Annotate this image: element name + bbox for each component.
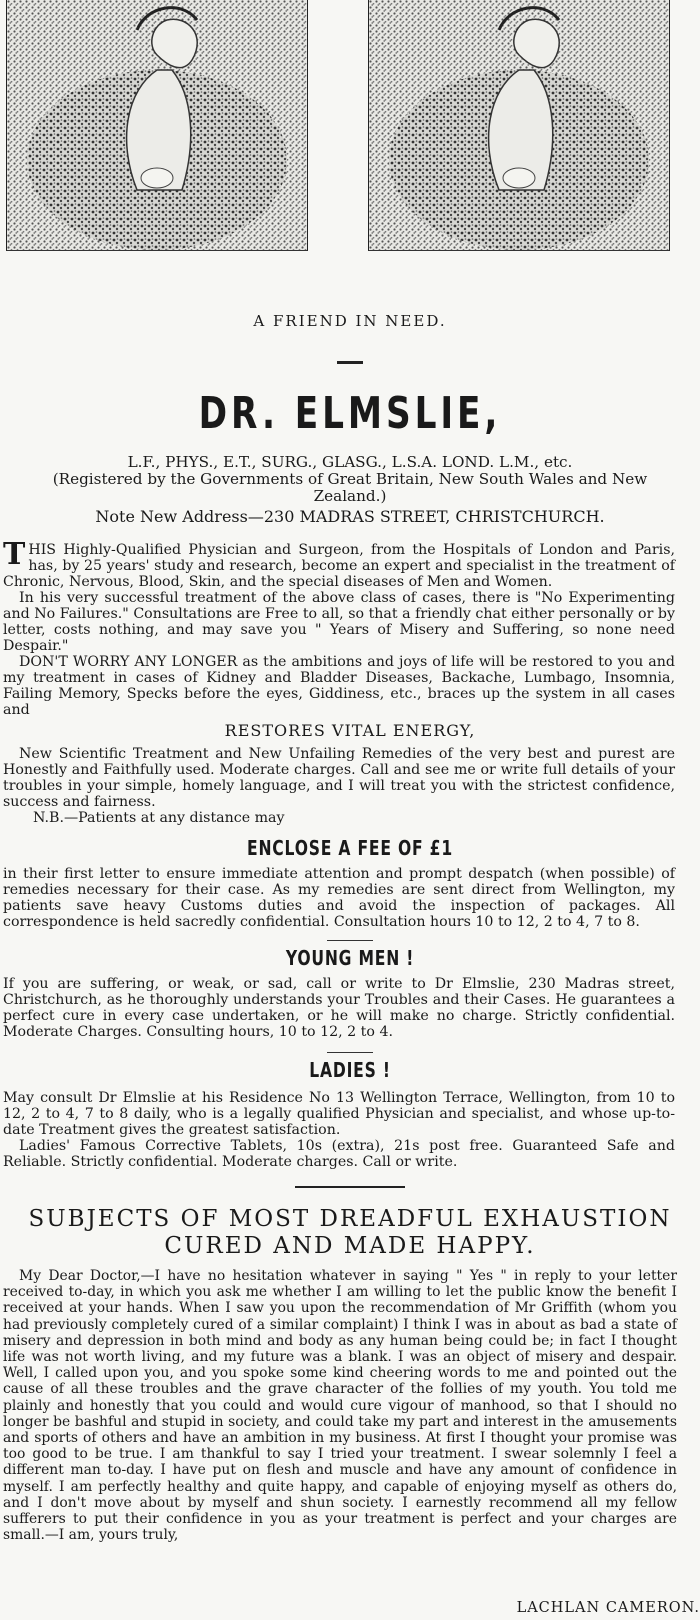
woman-figure-engraving-icon (369, 0, 669, 250)
woman-figure-engraving-icon (7, 0, 307, 250)
enclose-fee-banner: ENCLOSE A FEE OF £1 (247, 836, 453, 860)
restores-vital-energy-heading: RESTORES VITAL ENERGY, (224, 721, 476, 740)
testimonial-letter: My Dear Doctor,—I have no hesitation whatever in saying " Yes " in reply to your letter received to-day, in which you ask me whether I am willing to let the public know the benefit I received at your hands. When I saw you upon the recommendation of Mr Griffith (whom you had previously completely cured of a similar complaint) I think I was in about as bad a state of misery and depression in both mind and body as any human being could be; in fact I thought life was not worth living, and my future was a blank. I was an object of misery and despair. Well, I called upon you, and you spoke some kind cheering words to me and pointed out the cause of all these troubles and the grave character of the follies of my youth. You told me plainly and honestly that you could and would cure vigour of manhood, so that I should no longer be bashful and stupid in society, and could take my part and interest in the amusements and sports of others and have an ambition in my business. At first I thought your promise was too good to be true. I am thankful to say I tried your treatment. I swear solemnly I feel a different man to-day. I have put on flesh and muscle and have any amount of confidence in myself. I am perfectly healthy and quite happy, and capable of enjoying myself as others do, and I don't move about by myself and shun society. I earnestly recommend all my fellow sufferers to put their confidence in you as your treatment is perfect and your charges are small.—I am, yours truly, (3, 1268, 677, 1544)
paragraph-consultations: In his very successful treatment of the above class of cases, there is "No Experimenting and No Failures." Consultations are Free to all, so that a friendly chat either personally or by letter, costs nothing, and may save you " Years of Misery and Suffering, so none need Despair." (3, 590, 675, 654)
paragraph-dont-worry: DON'T WORRY ANY LONGER as the ambitions and joys of life will be restored to you and my treatment in cases of Kidney and Bladder Diseases, Backache, Lumbago, Insomnia, Failing Memory, Specks before the eyes, Giddiness, etc., braces up the system in all cases and (3, 654, 675, 718)
testimonial-heading-line2: CURED AND MADE HAPPY. (164, 1233, 536, 1259)
divider (295, 1186, 405, 1188)
young-men-heading: YOUNG MEN ! (285, 946, 415, 970)
divider (327, 1052, 373, 1053)
nb-note: N.B.—Patients at any distance may (33, 810, 285, 826)
registration-note: (Registered by the Governments of Great Britain, New South Wales and New Zealand.) (52, 470, 648, 505)
testimonial-heading-line1: SUBJECTS OF MOST DREADFUL EXHAUSTION (28, 1206, 672, 1232)
testimonial-signature: LACHLAN CAMERON. (516, 1600, 700, 1616)
qualifications: L.F., PHYS., E.T., SURG., GLASG., L.S.A. LOND. L.M., etc. (127, 453, 573, 471)
ladies-tablets-text: Ladies' Famous Corrective Tablets, 10s (extra), 21s post free. Guaranteed Safe and Reliable. Strictly confidential. Moderate charges. Call or write. (3, 1138, 675, 1170)
friend-in-need-heading: A FRIEND IN NEED. (253, 312, 447, 330)
doctor-name: DR. ELMSLIE, (198, 388, 502, 439)
illustration-left (6, 0, 308, 251)
paragraph-correspondence: in their first letter to ensure immediate attention and prompt despatch (when possible) of remedies necessary for their case. As my remedies are sent direct from Wellington, my patients save heavy Customs duties and avoid the inspection of packages. All correspondence is held sacredly confidential. Consultation hours 10 to 12, 2 to 4, 7 to 8. (3, 866, 675, 930)
address-note: Note New Address—230 MADRAS STREET, CHRISTCHURCH. (95, 507, 605, 526)
young-men-text: If you are suffering, or weak, or sad, call or write to Dr Elmslie, 230 Madras street, Christchurch, as he thoroughly understands your Troubles and their Cases. He guarantees a perfect cure in every case undertaken, or he will make no charge. Strictly confidential. Moderate Charges. Consulting hours, 10 to 12, 2 to 4. (3, 976, 675, 1040)
illustration-right (368, 0, 670, 251)
paragraph-treatment: New Scientific Treatment and New Unfailing Remedies of the very best and purest are Honestly and Faithfully used. Moderate charges. Call and see me or write full details of your troubles in your simple, homely language, and I will treat you with the strictest confidence, success and fairness. (3, 746, 675, 810)
divider (327, 940, 373, 941)
ladies-text: May consult Dr Elmslie at his Residence No 13 Wellington Terrace, Wellington, from 10 to 12, 2 to 4, 7 to 8 daily, who is a legally qualified Physician and specialist, and whose up-to-date Treatment gives the greatest satisfaction. (3, 1090, 675, 1138)
intro-paragraph (3, 537, 675, 718)
divider (337, 361, 363, 364)
drop-cap: T (3, 537, 26, 572)
ladies-heading: LADIES ! (309, 1058, 391, 1082)
intro-text: HIS Highly-Qualified Physician and Surgeon, from the Hospitals of London and Paris, has, by 25 years' study and research, become an expert and specialist in the treatment of Chronic, Nervous, Blood, Skin, and the special diseases of Men and Women. (3, 542, 675, 590)
